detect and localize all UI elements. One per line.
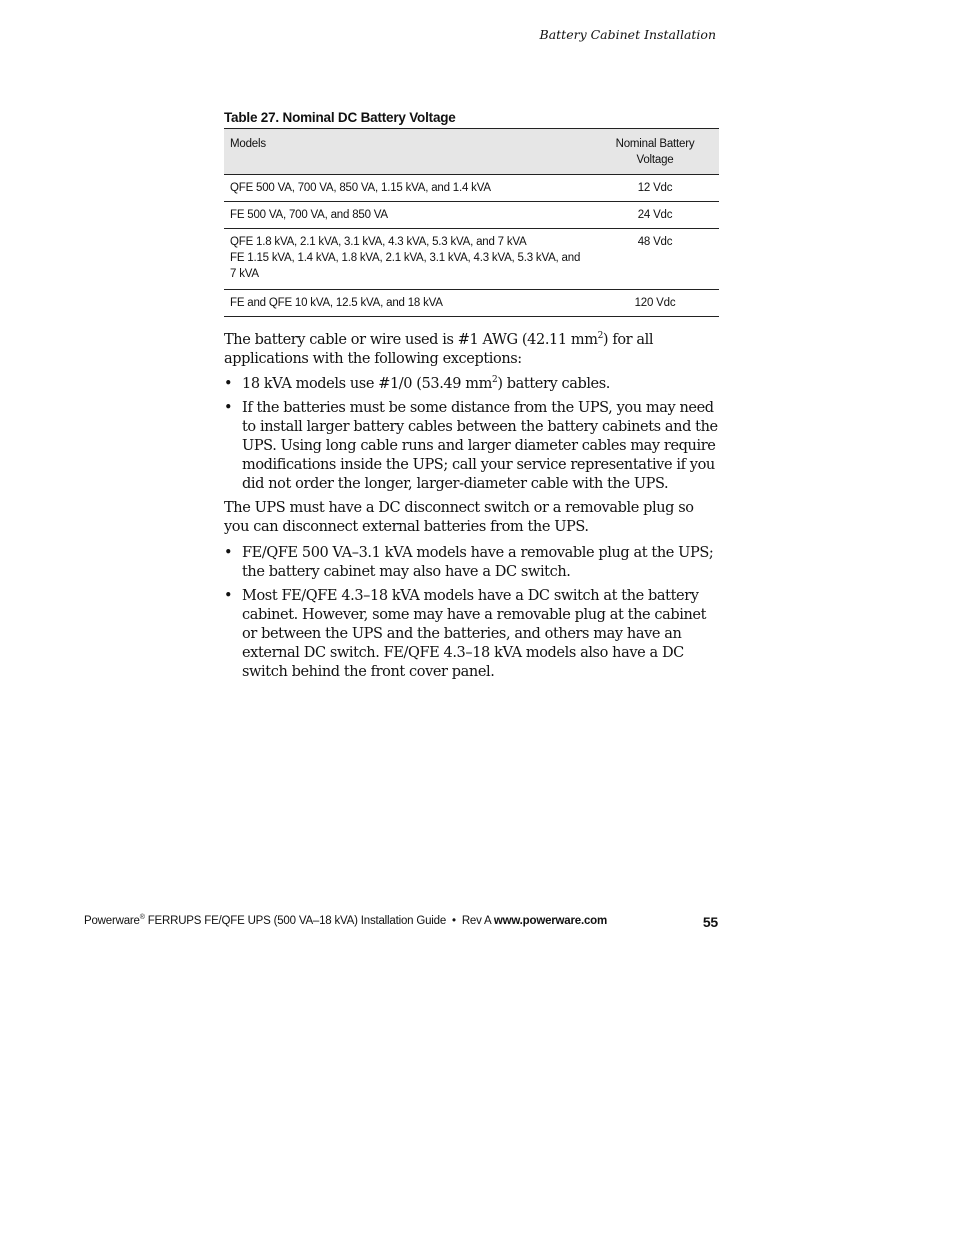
cell-models: FE 500 VA, 700 VA, and 850 VA bbox=[224, 202, 591, 229]
cell-models: FE and QFE 10 kVA, 12.5 kVA, and 18 kVA bbox=[224, 290, 591, 317]
text: The battery cable or wire used is #1 AWG (42.11 mm bbox=[224, 332, 598, 348]
cell-voltage: 12 Vdc bbox=[591, 175, 719, 202]
table-row bbox=[224, 229, 719, 290]
text: 18 kVA models use #1/0 (53.49 mm bbox=[242, 376, 492, 392]
nominal-voltage-table bbox=[224, 128, 719, 317]
footer-brand: Powerware bbox=[84, 915, 140, 927]
cell-models bbox=[224, 229, 591, 290]
table-caption: Table 27. Nominal DC Battery Voltage bbox=[224, 110, 456, 125]
body-text bbox=[224, 331, 719, 682]
registered-mark: ® bbox=[139, 914, 145, 922]
list-item: • Most FE/QFE 4.3–18 kVA models have a DC switch at the battery cabinet. However, some may have a removable plug at the cabinet or between the UPS and the batteries, and others may have an external DC switch. FE/QFE 4.3–18 kVA models also have a DC switch behind the front cover panel. bbox=[224, 587, 719, 682]
page-footer bbox=[84, 914, 718, 930]
paragraph-cable-size bbox=[224, 331, 719, 369]
column-header-voltage: Nominal Battery Voltage bbox=[591, 129, 719, 175]
disconnect-list bbox=[224, 544, 719, 682]
column-header-models: Models bbox=[224, 129, 591, 175]
cell-models-line: QFE 1.8 kVA, 2.1 kVA, 3.1 kVA, 4.3 kVA, 5.3 kVA, and 7 kVA bbox=[230, 236, 527, 248]
paragraph-disconnect: The UPS must have a DC disconnect switch or a removable plug so you can disconnect external batteries from the UPS. bbox=[224, 500, 694, 535]
cell-voltage: 120 Vdc bbox=[591, 290, 719, 317]
cell-models: QFE 500 VA, 700 VA, 850 VA, 1.15 kVA, and 1.4 kVA bbox=[224, 175, 591, 202]
list-item: • FE/QFE 500 VA–3.1 kVA models have a removable plug at the UPS; the battery cabinet may also have a DC switch. bbox=[224, 544, 719, 582]
table-row bbox=[224, 290, 719, 317]
footer-title: FERRUPS FE/QFE UPS (500 VA–18 kVA) Installation Guide • Rev A bbox=[144, 915, 494, 927]
list-item: • If the batteries must be some distance from the UPS, you may need to install larger battery cables between the battery cabinets and the UPS. Using long cable runs and larger diameter cables may require modifications inside the UPS; call your service representative if you did not order the longer, larger-diameter cable with the UPS. bbox=[224, 399, 719, 494]
table-header-row bbox=[224, 129, 719, 175]
table-row bbox=[224, 202, 719, 229]
list-item bbox=[224, 375, 719, 394]
running-head: Battery Cabinet Installation bbox=[539, 27, 716, 42]
cell-voltage: 48 Vdc bbox=[591, 229, 719, 290]
superscript: 2 bbox=[491, 375, 498, 386]
cell-models-line: FE 1.15 kVA, 1.4 kVA, 1.8 kVA, 2.1 kVA, 3.1 kVA, 4.3 kVA, 5.3 kVA, and 7 kVA bbox=[230, 252, 581, 280]
text: ) battery cables. bbox=[497, 376, 610, 392]
exceptions-list bbox=[224, 375, 719, 494]
superscript: 2 bbox=[597, 331, 603, 342]
page-content bbox=[224, 110, 719, 687]
table-row bbox=[224, 175, 719, 202]
cell-voltage: 24 Vdc bbox=[591, 202, 719, 229]
text: ) for all applications with the following exceptions: bbox=[224, 332, 654, 367]
page-number: 55 bbox=[702, 914, 718, 930]
footer-url: www.powerware.com bbox=[493, 915, 607, 927]
